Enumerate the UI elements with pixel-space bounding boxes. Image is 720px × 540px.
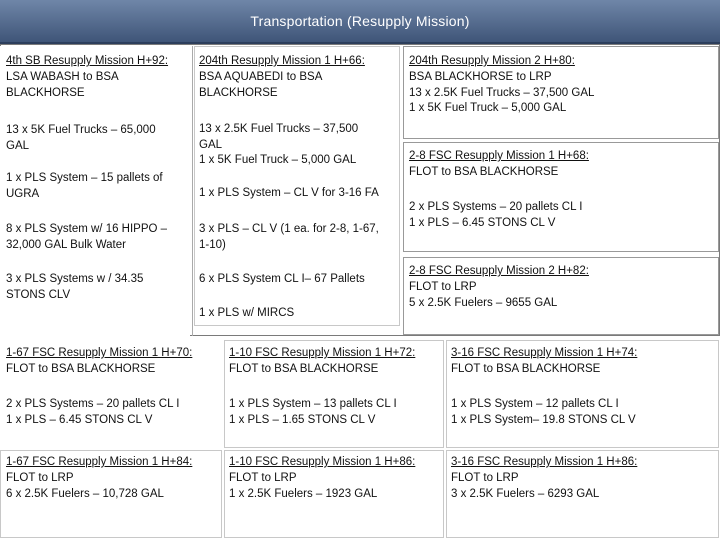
mission-details-1-10-fsc-2: FLOT to LRP 1 x 2.5K Fuelers – 1923 GAL xyxy=(229,472,378,500)
mission-details-1-10-fsc-1: 1 x PLS System – 13 pallets CL I 1 x PLS – 1.65 STONS CL V xyxy=(229,398,397,426)
page-title: Transportation (Resupply Mission) xyxy=(250,13,470,29)
mission-heading-204th-2: 204th Resupply Mission 2 H+80: xyxy=(409,55,575,67)
column-divider xyxy=(192,46,193,336)
mission-item-pls-cli: 6 x PLS System CL I– 67 Pallets xyxy=(199,273,365,285)
mission-heading-3-16-fsc-1: 3-16 FSC Resupply Mission 1 H+74: xyxy=(451,347,638,359)
mission-heading-1-10-fsc-2: 1-10 FSC Resupply Mission 1 H+86: xyxy=(229,456,416,468)
mission-heading-204th-1: 204th Resupply Mission 1 H+66: xyxy=(199,55,365,67)
mission-details-1-67-fsc-1: 2 x PLS Systems – 20 pallets CL I 1 x PLS – 6.45 STONS CL V xyxy=(6,398,180,426)
mission-heading-1-67-fsc-1: 1-67 FSC Resupply Mission 1 H+70: xyxy=(6,347,193,359)
mission-item-hippo: 8 x PLS System w/ 16 HIPPO – 32,000 GAL Bulk Water xyxy=(6,223,168,251)
mission-heading-2-8-fsc-2: 2-8 FSC Resupply Mission 2 H+82: xyxy=(409,265,589,277)
title-bar xyxy=(0,0,720,44)
mission-route-1-67-fsc-1: FLOT to BSA BLACKHORSE xyxy=(6,363,156,375)
mission-details-204th-2: BSA BLACKHORSE to LRP 13 x 2.5K Fuel Trucks – 37,500 GAL 1 x 5K Fuel Truck – 5,000 GAL xyxy=(409,71,595,114)
mission-details-3-16-fsc-1: 1 x PLS System – 12 pallets CL I 1 x PLS System– 19.8 STONS CL V xyxy=(451,398,636,426)
mission-details-1-67-fsc-2: FLOT to LRP 6 x 2.5K Fuelers – 10,728 GAL xyxy=(6,472,164,500)
mission-heading-1-67-fsc-2: 1-67 FSC Resupply Mission 1 H+84: xyxy=(6,456,193,468)
mission-route-204th-1: BSA AQUABEDI to BSA BLACKHORSE xyxy=(199,71,323,99)
mission-details-2-8-fsc-2: FLOT to LRP 5 x 2.5K Fuelers – 9655 GAL xyxy=(409,281,558,309)
mission-route-3-16-fsc-1: FLOT to BSA BLACKHORSE xyxy=(451,363,601,375)
mission-route-2-8-fsc-1: FLOT to BSA BLACKHORSE xyxy=(409,166,559,178)
mission-item-2-5k-trucks: 13 x 2.5K Fuel Trucks – 37,500 GAL 1 x 5K Fuel Truck – 5,000 GAL xyxy=(199,123,359,166)
mission-heading-3-16-fsc-2: 3-16 FSC Resupply Mission 1 H+86: xyxy=(451,456,638,468)
mission-item-pls-clv-each: 3 x PLS – CL V (1 ea. for 2-8, 1-67, 1-10) xyxy=(199,223,379,251)
mission-heading-1-10-fsc-1: 1-10 FSC Resupply Mission 1 H+72: xyxy=(229,347,416,359)
mission-heading-4th-sb: 4th SB Resupply Mission H+92: xyxy=(6,55,169,67)
mission-details-2-8-fsc-1: 2 x PLS Systems – 20 pallets CL I 1 x PLS – 6.45 STONS CL V xyxy=(409,201,583,229)
mission-route-1-10-fsc-1: FLOT to BSA BLACKHORSE xyxy=(229,363,379,375)
mission-item-mircs: 1 x PLS w/ MIRCS xyxy=(199,307,295,319)
mission-heading-2-8-fsc-1: 2-8 FSC Resupply Mission 1 H+68: xyxy=(409,150,589,162)
mission-item-pls-ugra: 1 x PLS System – 15 pallets of UGRA xyxy=(6,172,163,200)
mission-details-3-16-fsc-2: FLOT to LRP 3 x 2.5K Fuelers – 6293 GAL xyxy=(451,472,600,500)
mission-item-clv: 3 x PLS Systems w / 34.35 STONS CLV xyxy=(6,273,144,301)
mission-item-pls-clv-3-16: 1 x PLS System – CL V for 3-16 FA xyxy=(199,187,379,199)
mission-item-fuel-trucks: 13 x 5K Fuel Trucks – 65,000 GAL xyxy=(6,124,156,152)
mission-route-4th-sb: LSA WABASH to BSA BLACKHORSE xyxy=(6,71,119,99)
